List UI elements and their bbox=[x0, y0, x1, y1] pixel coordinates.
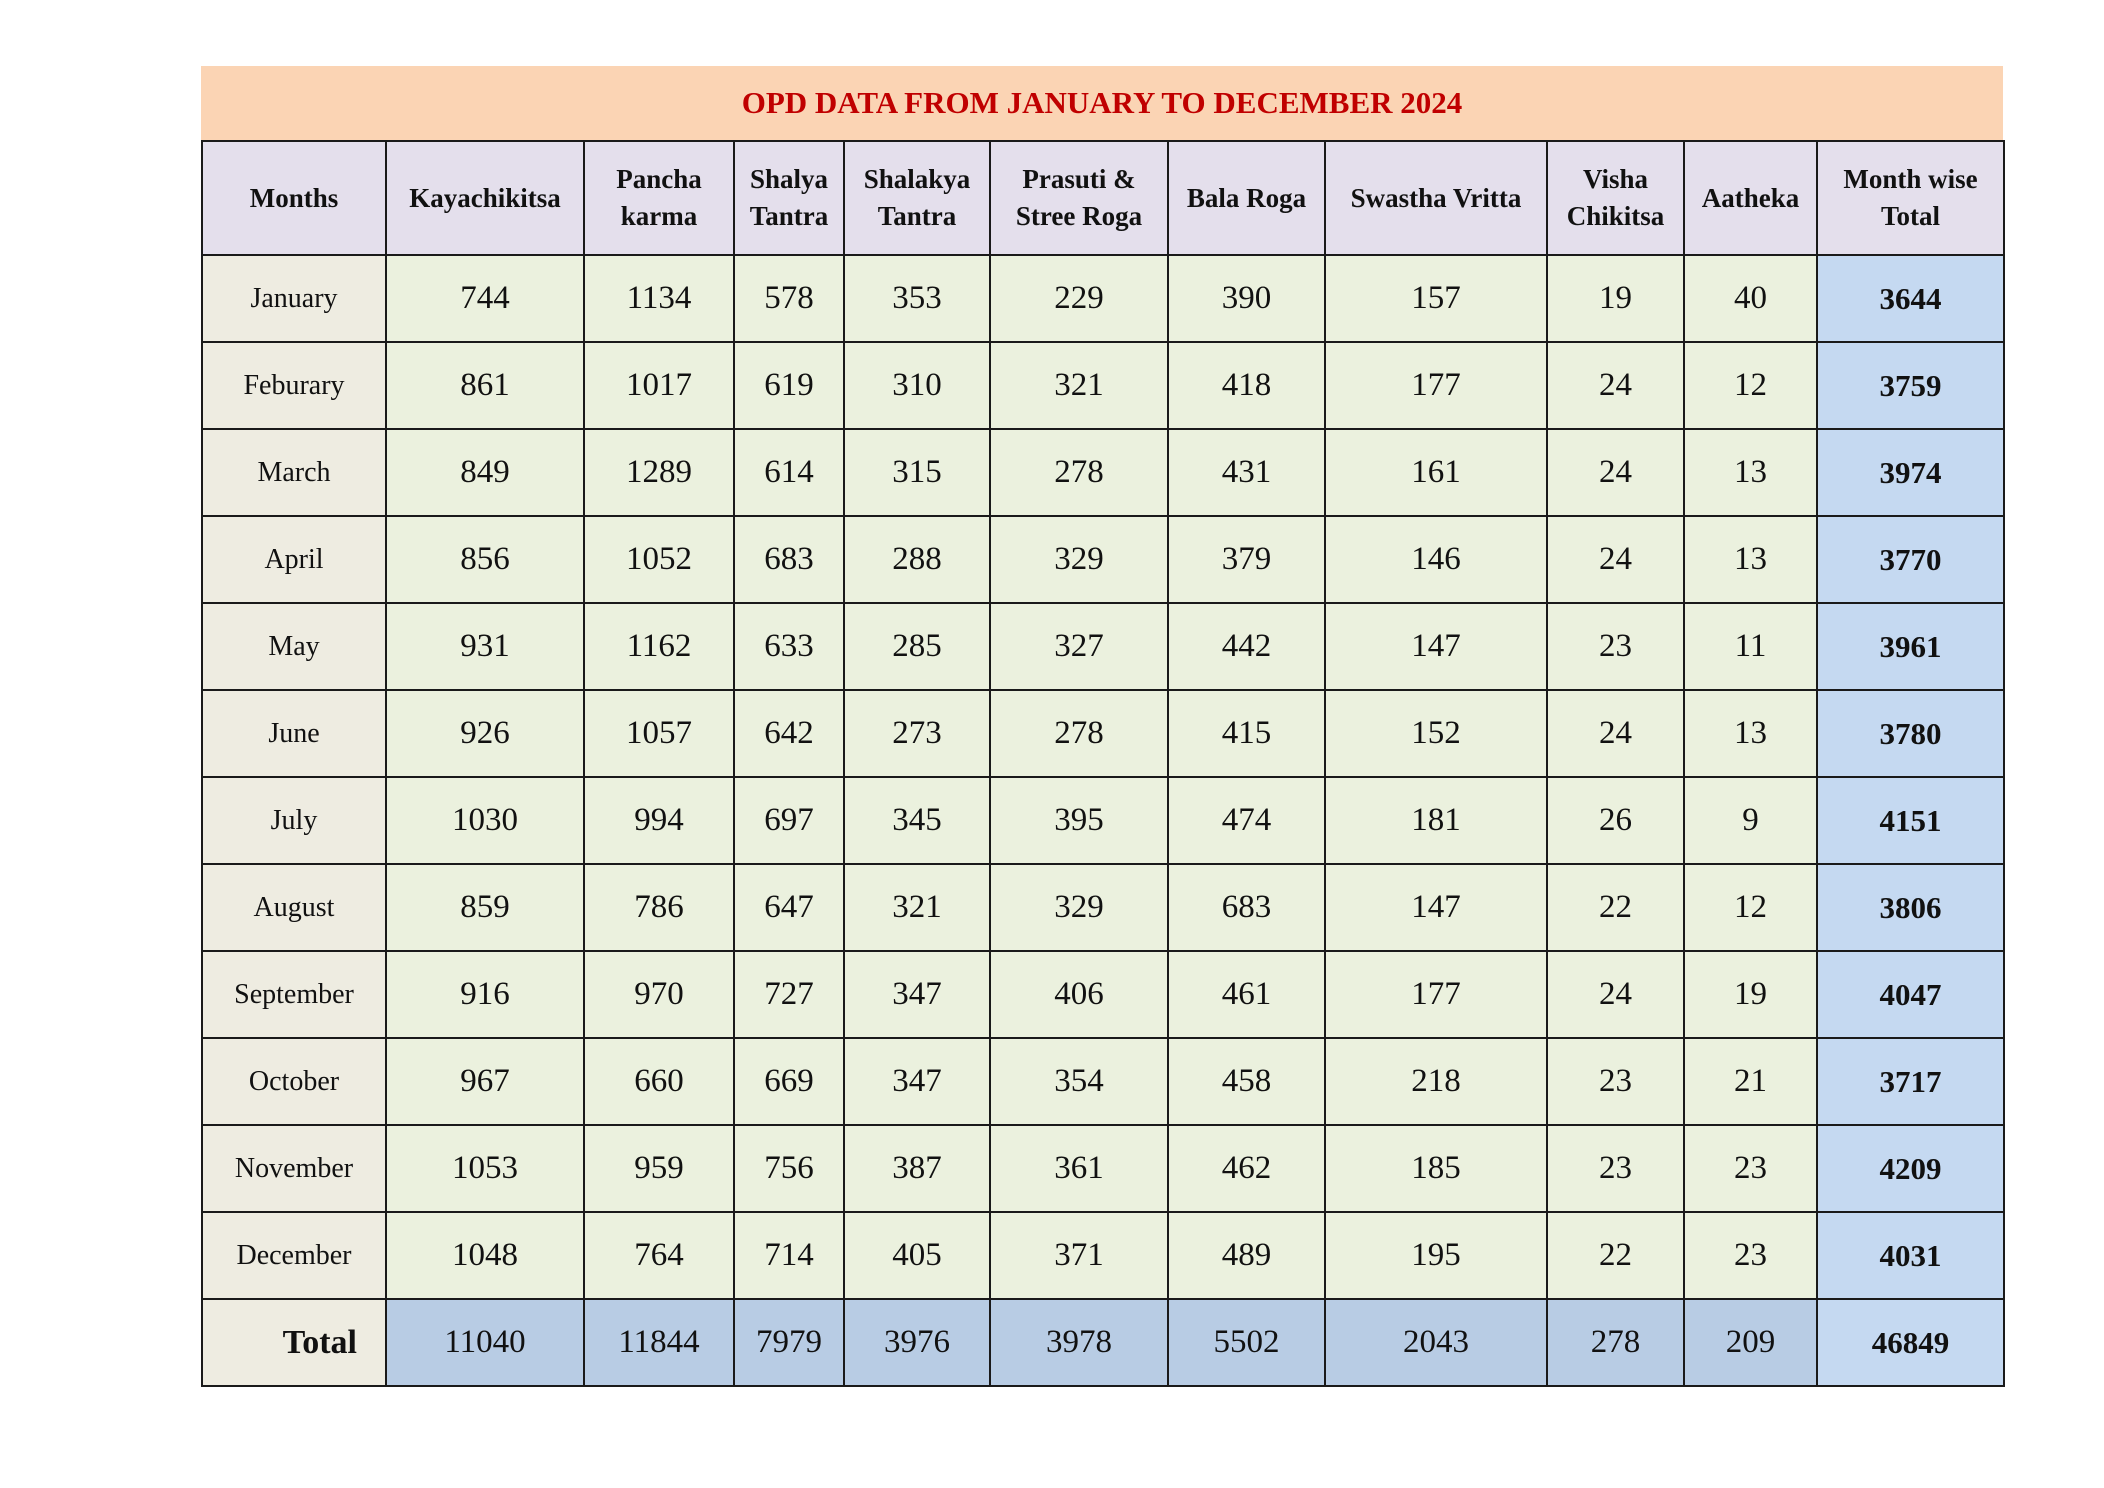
value-cell: 26 bbox=[1547, 777, 1684, 864]
month-total-cell: 3759 bbox=[1817, 342, 2004, 429]
month-total-cell: 4209 bbox=[1817, 1125, 2004, 1212]
value-cell: 405 bbox=[844, 1212, 990, 1299]
value-cell: 458 bbox=[1168, 1038, 1325, 1125]
value-cell: 278 bbox=[990, 690, 1168, 777]
month-cell: September bbox=[202, 951, 386, 1038]
table-row bbox=[202, 951, 2004, 1038]
value-cell: 415 bbox=[1168, 690, 1325, 777]
month-cell: November bbox=[202, 1125, 386, 1212]
value-cell: 327 bbox=[990, 603, 1168, 690]
value-cell: 614 bbox=[734, 429, 844, 516]
value-cell: 647 bbox=[734, 864, 844, 951]
value-cell: 669 bbox=[734, 1038, 844, 1125]
value-cell: 379 bbox=[1168, 516, 1325, 603]
month-cell: April bbox=[202, 516, 386, 603]
column-total-cell: 7979 bbox=[734, 1299, 844, 1386]
value-cell: 157 bbox=[1325, 255, 1547, 342]
value-cell: 321 bbox=[844, 864, 990, 951]
month-cell: Feburary bbox=[202, 342, 386, 429]
table-row bbox=[202, 1125, 2004, 1212]
value-cell: 278 bbox=[990, 429, 1168, 516]
column-total-cell: 3976 bbox=[844, 1299, 990, 1386]
table-row bbox=[202, 429, 2004, 516]
column-header: Shalya Tantra bbox=[734, 141, 844, 255]
month-cell: August bbox=[202, 864, 386, 951]
column-total-cell: 11040 bbox=[386, 1299, 584, 1386]
value-cell: 161 bbox=[1325, 429, 1547, 516]
table-row bbox=[202, 255, 2004, 342]
value-cell: 660 bbox=[584, 1038, 734, 1125]
value-cell: 371 bbox=[990, 1212, 1168, 1299]
value-cell: 11 bbox=[1684, 603, 1817, 690]
table-row bbox=[202, 342, 2004, 429]
value-cell: 442 bbox=[1168, 603, 1325, 690]
month-total-cell: 4151 bbox=[1817, 777, 2004, 864]
value-cell: 23 bbox=[1547, 1038, 1684, 1125]
column-header: Prasuti & Stree Roga bbox=[990, 141, 1168, 255]
value-cell: 406 bbox=[990, 951, 1168, 1038]
value-cell: 683 bbox=[1168, 864, 1325, 951]
value-cell: 1053 bbox=[386, 1125, 584, 1212]
value-cell: 321 bbox=[990, 342, 1168, 429]
table-row bbox=[202, 516, 2004, 603]
column-header: Swastha Vritta bbox=[1325, 141, 1547, 255]
value-cell: 40 bbox=[1684, 255, 1817, 342]
value-cell: 347 bbox=[844, 951, 990, 1038]
value-cell: 1048 bbox=[386, 1212, 584, 1299]
value-cell: 152 bbox=[1325, 690, 1547, 777]
value-cell: 1289 bbox=[584, 429, 734, 516]
value-cell: 353 bbox=[844, 255, 990, 342]
table-body bbox=[202, 255, 2004, 1299]
month-total-cell: 3806 bbox=[1817, 864, 2004, 951]
month-total-cell: 3644 bbox=[1817, 255, 2004, 342]
value-cell: 19 bbox=[1684, 951, 1817, 1038]
table-row bbox=[202, 603, 2004, 690]
totals-label: Total bbox=[202, 1299, 386, 1386]
value-cell: 994 bbox=[584, 777, 734, 864]
value-cell: 13 bbox=[1684, 516, 1817, 603]
column-header: Months bbox=[202, 141, 386, 255]
value-cell: 916 bbox=[386, 951, 584, 1038]
column-header: Pancha karma bbox=[584, 141, 734, 255]
value-cell: 24 bbox=[1547, 690, 1684, 777]
column-total-cell: 2043 bbox=[1325, 1299, 1547, 1386]
column-total-cell: 209 bbox=[1684, 1299, 1817, 1386]
value-cell: 462 bbox=[1168, 1125, 1325, 1212]
value-cell: 727 bbox=[734, 951, 844, 1038]
column-header: Kayachikitsa bbox=[386, 141, 584, 255]
month-total-cell: 3780 bbox=[1817, 690, 2004, 777]
month-total-cell: 4047 bbox=[1817, 951, 2004, 1038]
value-cell: 19 bbox=[1547, 255, 1684, 342]
value-cell: 23 bbox=[1684, 1212, 1817, 1299]
value-cell: 23 bbox=[1547, 1125, 1684, 1212]
value-cell: 1052 bbox=[584, 516, 734, 603]
month-cell: June bbox=[202, 690, 386, 777]
value-cell: 1162 bbox=[584, 603, 734, 690]
value-cell: 1017 bbox=[584, 342, 734, 429]
opd-table bbox=[201, 140, 2005, 1387]
value-cell: 23 bbox=[1684, 1125, 1817, 1212]
month-total-cell: 3961 bbox=[1817, 603, 2004, 690]
month-total-cell: 4031 bbox=[1817, 1212, 2004, 1299]
value-cell: 285 bbox=[844, 603, 990, 690]
column-header: Month wise Total bbox=[1817, 141, 2004, 255]
value-cell: 683 bbox=[734, 516, 844, 603]
opd-report bbox=[201, 66, 2003, 1387]
value-cell: 856 bbox=[386, 516, 584, 603]
value-cell: 390 bbox=[1168, 255, 1325, 342]
table-row bbox=[202, 1212, 2004, 1299]
month-total-cell: 3974 bbox=[1817, 429, 2004, 516]
value-cell: 329 bbox=[990, 864, 1168, 951]
grand-total-cell: 46849 bbox=[1817, 1299, 2004, 1386]
value-cell: 12 bbox=[1684, 342, 1817, 429]
table-row bbox=[202, 1038, 2004, 1125]
month-cell: October bbox=[202, 1038, 386, 1125]
value-cell: 24 bbox=[1547, 951, 1684, 1038]
value-cell: 931 bbox=[386, 603, 584, 690]
value-cell: 22 bbox=[1547, 1212, 1684, 1299]
table-row bbox=[202, 864, 2004, 951]
value-cell: 361 bbox=[990, 1125, 1168, 1212]
value-cell: 195 bbox=[1325, 1212, 1547, 1299]
column-total-cell: 3978 bbox=[990, 1299, 1168, 1386]
value-cell: 849 bbox=[386, 429, 584, 516]
value-cell: 387 bbox=[844, 1125, 990, 1212]
column-header: Shalakya Tantra bbox=[844, 141, 990, 255]
value-cell: 22 bbox=[1547, 864, 1684, 951]
month-cell: December bbox=[202, 1212, 386, 1299]
totals-row bbox=[202, 1299, 2004, 1386]
value-cell: 229 bbox=[990, 255, 1168, 342]
value-cell: 461 bbox=[1168, 951, 1325, 1038]
table-row bbox=[202, 777, 2004, 864]
value-cell: 147 bbox=[1325, 603, 1547, 690]
value-cell: 1030 bbox=[386, 777, 584, 864]
value-cell: 431 bbox=[1168, 429, 1325, 516]
report-title: OPD DATA FROM JANUARY TO DECEMBER 2024 bbox=[201, 66, 2003, 140]
month-total-cell: 3770 bbox=[1817, 516, 2004, 603]
month-cell: January bbox=[202, 255, 386, 342]
table-footer bbox=[202, 1299, 2004, 1386]
value-cell: 489 bbox=[1168, 1212, 1325, 1299]
value-cell: 354 bbox=[990, 1038, 1168, 1125]
value-cell: 218 bbox=[1325, 1038, 1547, 1125]
value-cell: 185 bbox=[1325, 1125, 1547, 1212]
month-total-cell: 3717 bbox=[1817, 1038, 2004, 1125]
column-total-cell: 278 bbox=[1547, 1299, 1684, 1386]
value-cell: 9 bbox=[1684, 777, 1817, 864]
value-cell: 181 bbox=[1325, 777, 1547, 864]
value-cell: 959 bbox=[584, 1125, 734, 1212]
value-cell: 315 bbox=[844, 429, 990, 516]
value-cell: 288 bbox=[844, 516, 990, 603]
value-cell: 418 bbox=[1168, 342, 1325, 429]
value-cell: 23 bbox=[1547, 603, 1684, 690]
value-cell: 345 bbox=[844, 777, 990, 864]
value-cell: 714 bbox=[734, 1212, 844, 1299]
value-cell: 24 bbox=[1547, 429, 1684, 516]
value-cell: 13 bbox=[1684, 429, 1817, 516]
value-cell: 926 bbox=[386, 690, 584, 777]
table-header bbox=[202, 141, 2004, 255]
column-header: Visha Chikitsa bbox=[1547, 141, 1684, 255]
column-total-cell: 11844 bbox=[584, 1299, 734, 1386]
value-cell: 310 bbox=[844, 342, 990, 429]
value-cell: 970 bbox=[584, 951, 734, 1038]
table-row bbox=[202, 690, 2004, 777]
column-total-cell: 5502 bbox=[1168, 1299, 1325, 1386]
value-cell: 146 bbox=[1325, 516, 1547, 603]
value-cell: 24 bbox=[1547, 516, 1684, 603]
value-cell: 786 bbox=[584, 864, 734, 951]
header-row bbox=[202, 141, 2004, 255]
value-cell: 329 bbox=[990, 516, 1168, 603]
month-cell: March bbox=[202, 429, 386, 516]
value-cell: 764 bbox=[584, 1212, 734, 1299]
month-cell: May bbox=[202, 603, 386, 690]
value-cell: 474 bbox=[1168, 777, 1325, 864]
month-cell: July bbox=[202, 777, 386, 864]
value-cell: 177 bbox=[1325, 342, 1547, 429]
value-cell: 347 bbox=[844, 1038, 990, 1125]
value-cell: 395 bbox=[990, 777, 1168, 864]
value-cell: 578 bbox=[734, 255, 844, 342]
value-cell: 744 bbox=[386, 255, 584, 342]
value-cell: 273 bbox=[844, 690, 990, 777]
value-cell: 697 bbox=[734, 777, 844, 864]
value-cell: 1057 bbox=[584, 690, 734, 777]
value-cell: 13 bbox=[1684, 690, 1817, 777]
column-header: Bala Roga bbox=[1168, 141, 1325, 255]
value-cell: 633 bbox=[734, 603, 844, 690]
column-header: Aatheka bbox=[1684, 141, 1817, 255]
value-cell: 21 bbox=[1684, 1038, 1817, 1125]
value-cell: 642 bbox=[734, 690, 844, 777]
value-cell: 24 bbox=[1547, 342, 1684, 429]
value-cell: 1134 bbox=[584, 255, 734, 342]
value-cell: 756 bbox=[734, 1125, 844, 1212]
value-cell: 147 bbox=[1325, 864, 1547, 951]
value-cell: 967 bbox=[386, 1038, 584, 1125]
value-cell: 861 bbox=[386, 342, 584, 429]
value-cell: 619 bbox=[734, 342, 844, 429]
value-cell: 859 bbox=[386, 864, 584, 951]
value-cell: 12 bbox=[1684, 864, 1817, 951]
value-cell: 177 bbox=[1325, 951, 1547, 1038]
